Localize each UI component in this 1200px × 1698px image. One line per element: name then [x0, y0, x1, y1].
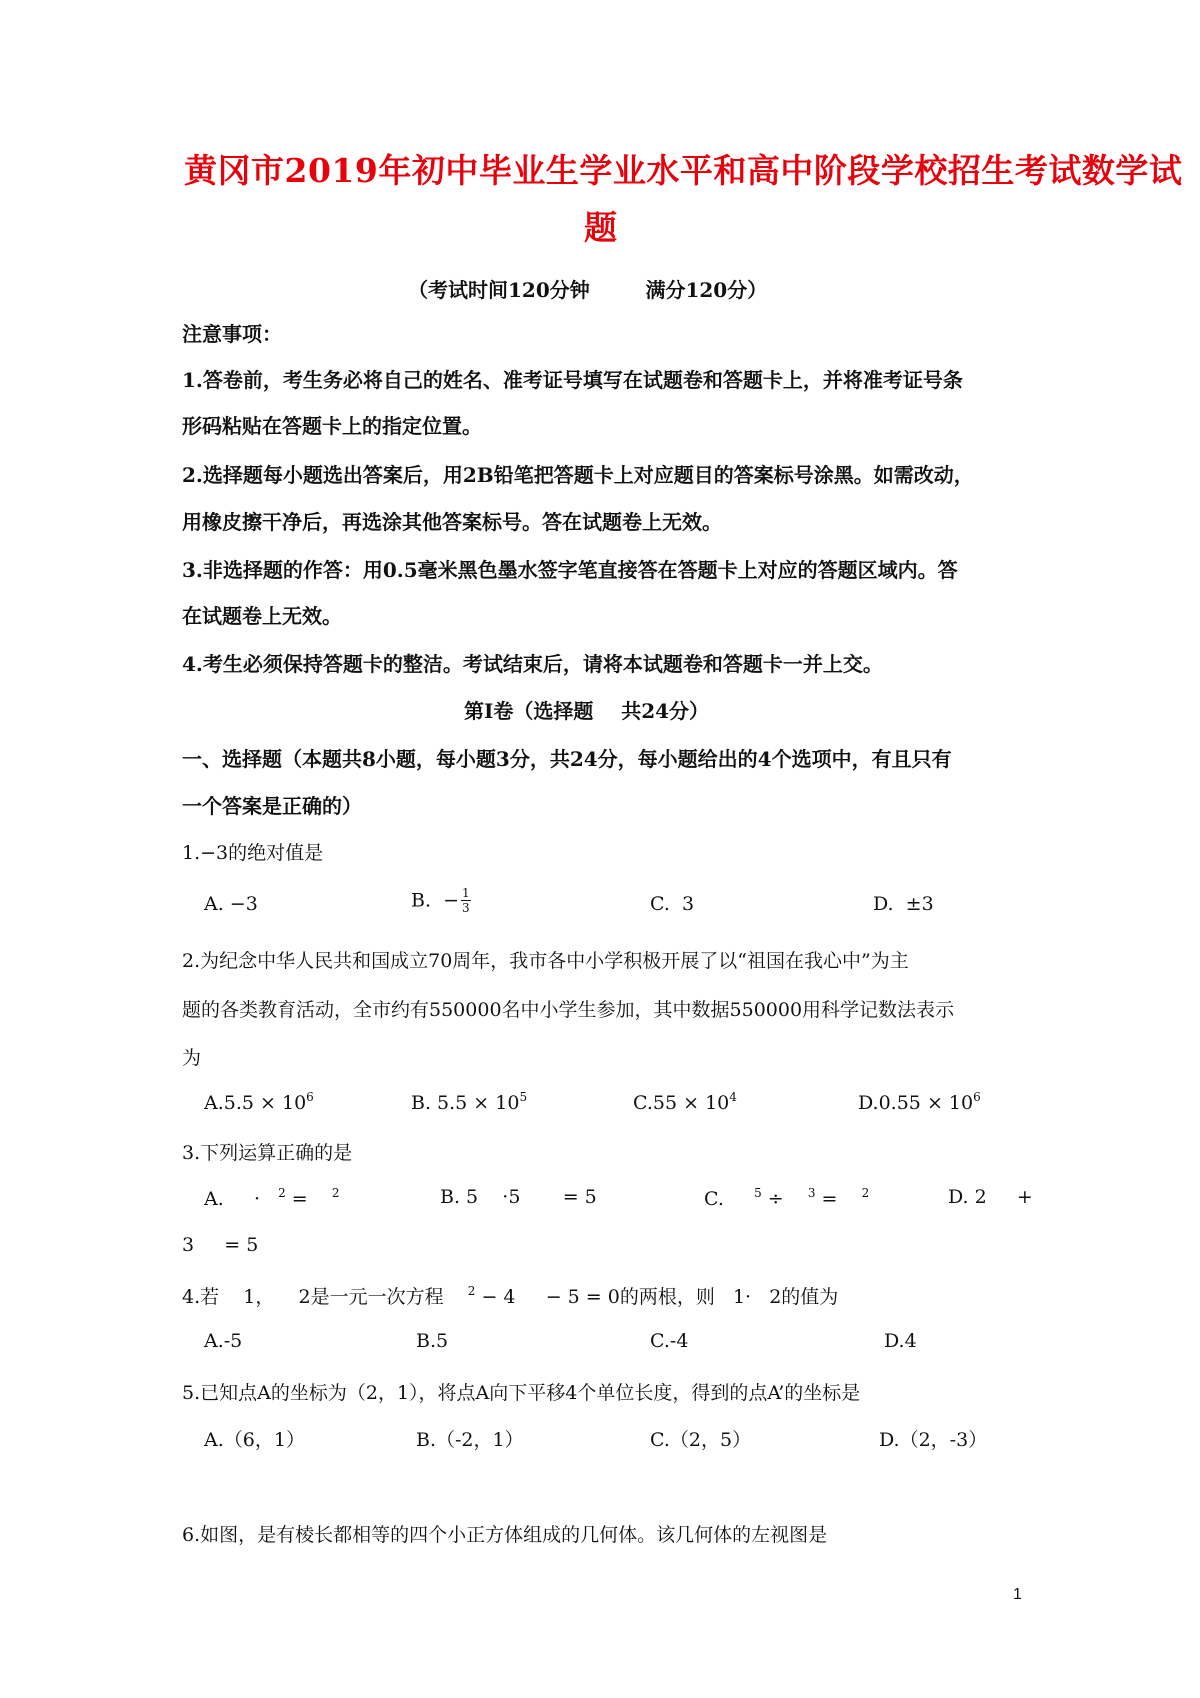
q2-option-a-exponent: 6	[306, 1090, 314, 1104]
q2-option-c-exponent: 4	[729, 1090, 737, 1104]
q2-option-d-base: D.0.55 × 10	[858, 1092, 974, 1114]
q3-option-c-part: =	[815, 1188, 862, 1210]
exam-title-line2: 题	[584, 208, 618, 247]
q5-stem: 5.已知点A的坐标为（2，1），将点A向下平移4个单位长度，得到的点A’的坐标是	[182, 1382, 861, 1404]
q4-stem-part: 4.若 1， 2是一元一次方程	[182, 1286, 468, 1308]
q1-fraction-numerator: 1	[462, 886, 470, 900]
q1-option-c: C. 3	[650, 893, 695, 915]
q3-stem: 3.下列运算正确的是	[182, 1142, 353, 1164]
q3-option-c-exponent: 3	[807, 1186, 816, 1200]
q2-stem: 2.为纪念中华人民共和国成立70周年，我市各中小学积极开展了以“祖国在我心中”为主	[182, 950, 909, 972]
q2-option-c	[633, 1090, 737, 1114]
q3-option-d-continued: 3 = 5	[182, 1234, 259, 1256]
q4-option-c: C.-4	[650, 1330, 689, 1352]
notice-line: 2.选择题每小题选出答案后，用2B铅笔把答题卡上对应题目的答案标号涂黑。如需改动，	[182, 463, 974, 487]
q6-stem: 6.如图，是有棱长都相等的四个小正方体组成的几何体。该几何体的左视图是	[182, 1524, 828, 1546]
part-heading: 一、选择题（本题共8小题，每小题3分，共24分，每小题给出的4个选项中，有且只有	[182, 747, 952, 771]
q3-option-c	[704, 1186, 869, 1210]
q2-option-d-exponent: 6	[973, 1090, 981, 1104]
section-title: 第Ⅰ卷（选择题 共24分）	[464, 699, 710, 723]
notice-line: 用橡皮擦干净后，再选涂其他答案标号。答在试题卷上无效。	[182, 510, 722, 534]
q3-option-a-part: A. ·	[204, 1188, 279, 1210]
notice-heading: 注意事项：	[182, 322, 282, 346]
q3-option-b: B. 5 ·5 = 5	[440, 1186, 597, 1208]
notice-line: 形码粘贴在答题卡上的指定位置。	[182, 414, 482, 438]
q3-option-a-exponent: 2	[278, 1186, 286, 1200]
notice-line: 4.考生必须保持答题卡的整洁。考试结束后，请将本试题卷和答题卡一并上交。	[182, 652, 883, 676]
q2-stem: 题的各类教育活动，全市约有550000名中小学生参加，其中数据550000用科学记数法表示	[182, 999, 955, 1021]
q4-option-a: A.-5	[204, 1330, 243, 1352]
q1-fraction	[461, 886, 471, 915]
q2-option-b-exponent: 5	[519, 1090, 528, 1104]
part-heading: 一个答案是正确的）	[182, 794, 362, 818]
q3-option-c-part: ÷	[761, 1188, 808, 1210]
q4-option-d: D.4	[884, 1330, 917, 1352]
q5-option-d: D.（2，-3）	[879, 1429, 988, 1451]
q1-option-a: A. −3	[204, 893, 258, 915]
q1-option-b	[411, 886, 471, 915]
q4-option-b: B.5	[416, 1330, 449, 1352]
q4-stem-exponent: 2	[467, 1284, 476, 1298]
q3-option-c-exponent: 2	[861, 1186, 870, 1200]
page-number: 1	[1013, 1586, 1022, 1603]
q5-option-c: C.（2，5）	[650, 1429, 752, 1451]
q1-stem: 1.−3的绝对值是	[182, 842, 324, 864]
q1-fraction-denominator: 3	[462, 901, 470, 915]
notice-line: 1.答卷前，考生务必将自己的姓名、准考证号填写在试题卷和答题卡上，并将准考证号条	[182, 368, 963, 392]
q3-option-a-exponent: 2	[331, 1186, 340, 1200]
q2-option-a	[204, 1090, 314, 1114]
q4-stem-part: − 4 − 5 = 0的两根，则 1· 2的值为	[475, 1286, 839, 1308]
q1-option-d: D. ±3	[873, 893, 934, 915]
q2-option-d	[858, 1090, 981, 1114]
q2-stem: 为	[182, 1047, 202, 1069]
q2-option-b-base: B. 5.5 × 10	[411, 1092, 520, 1114]
q3-option-a-part: =	[285, 1188, 332, 1210]
exam-subtitle: （考试时间120分钟 满分120分）	[408, 278, 768, 302]
q5-option-a: A.（6，1）	[204, 1429, 305, 1451]
q3-option-c-exponent: 5	[754, 1186, 762, 1200]
notice-line: 在试题卷上无效。	[182, 604, 342, 628]
q2-option-a-base: A.5.5 × 10	[204, 1092, 307, 1114]
notice-line: 3.非选择题的作答：用0.5毫米黑色墨水签字笔直接答在答题卡上对应的答题区域内。答	[182, 558, 958, 582]
q5-option-b: B.（-2，1）	[416, 1429, 524, 1451]
q3-option-c-part: C.	[704, 1188, 755, 1210]
q4-stem	[182, 1282, 838, 1309]
q2-option-c-base: C.55 × 10	[633, 1092, 730, 1114]
q1-option-b-prefix: B. −	[411, 889, 460, 912]
exam-title-line1: 黄冈市2019年初中毕业生学业水平和高中阶段学校招生考试数学试	[184, 151, 1183, 190]
q3-option-d: D. 2 +	[948, 1186, 1033, 1208]
q3-option-a	[204, 1186, 340, 1210]
q2-option-b	[411, 1090, 527, 1114]
